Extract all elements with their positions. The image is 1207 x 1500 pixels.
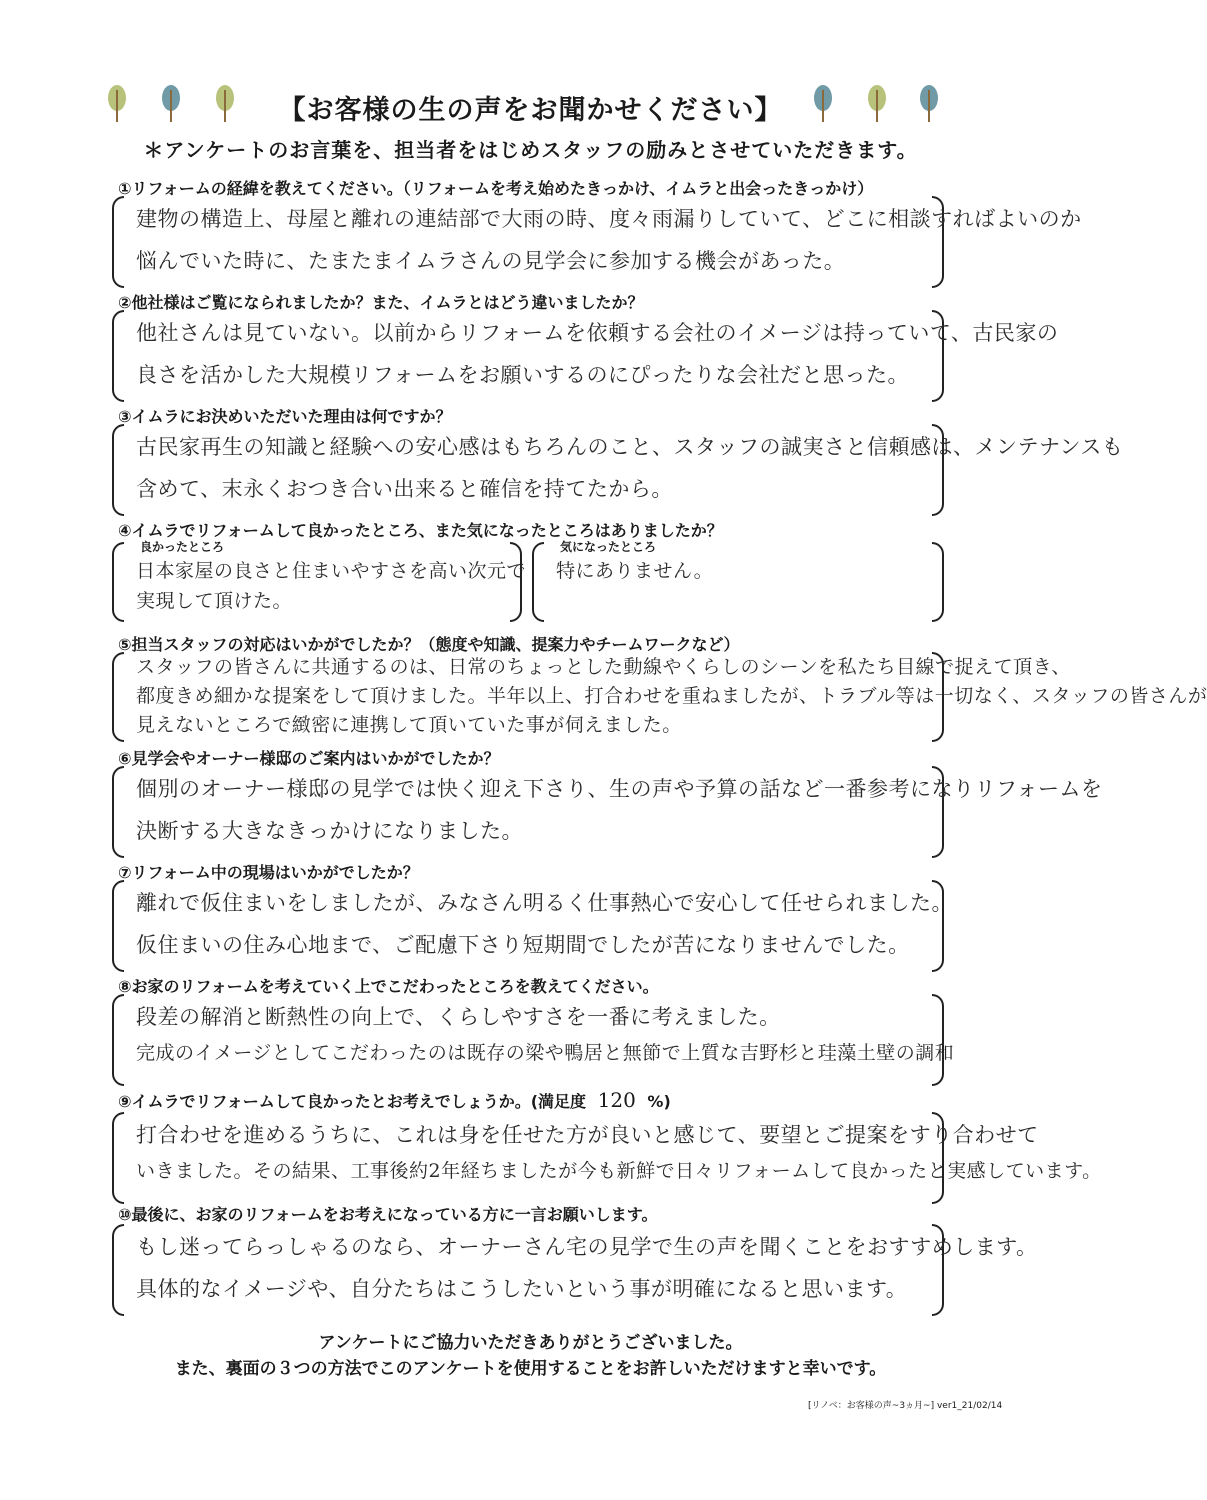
question-3-label: ③イムラにお決めいただいた理由は何ですか？ bbox=[118, 407, 452, 426]
question-6-label: ⑥見学会やオーナー様邸のご案内はいかがでしたか？ bbox=[118, 749, 500, 768]
bracket-left bbox=[112, 424, 124, 516]
concern-points-label: 気になったところ bbox=[560, 540, 657, 554]
tree-icon bbox=[864, 84, 890, 124]
bracket-left bbox=[112, 652, 124, 742]
page-title: 【お客様の生の声をお聞かせください】 bbox=[278, 95, 783, 126]
answer-line: 他社さんは見ていない。以前からリフォームを依頼する会社のイメージは持っていて、古民家の bbox=[136, 321, 1059, 345]
footer-thanks: アンケートにご協力いただきありがとうございました。 bbox=[318, 1333, 743, 1353]
bracket-left bbox=[532, 542, 544, 622]
bracket-left bbox=[112, 1112, 124, 1204]
footer-permission: また、裏面の３つの方法でこのアンケートを使用することをお許しいただけますと幸いです。 bbox=[174, 1359, 887, 1379]
bracket-left bbox=[112, 310, 124, 402]
question-6-answer bbox=[112, 766, 1103, 858]
question-9-label bbox=[118, 1088, 958, 1112]
bracket-left bbox=[112, 196, 124, 288]
answer-line: 都度きめ細かな提案をして頂けました。半年以上、打合わせを重ねましたが、トラブル等は一切なく、スタッフの皆さんが bbox=[136, 685, 1207, 707]
question-7-label: ⑦リフォーム中の現場はいかがでしたか？ bbox=[118, 863, 419, 882]
answer-line: 離れで仮住まいをしましたが、みなさん明るく仕事熱心で安心して任せられました。 bbox=[136, 891, 953, 915]
question-9-text: ⑨イムラでリフォームして良かったとお考えでしょうか。(満足度 bbox=[118, 1092, 587, 1111]
question-10-label: ⑩最後に、お家のリフォームをお考えになっている方に一言お願いします。 bbox=[118, 1205, 658, 1224]
question-8-answer bbox=[112, 994, 955, 1086]
satisfaction-value: 120 bbox=[597, 1088, 636, 1112]
good-points-box bbox=[112, 540, 527, 622]
answer-line: 日本家屋の良さと住まいやすさを高い次元で bbox=[136, 560, 527, 582]
bracket-left bbox=[112, 880, 124, 972]
question-1-label: ①リフォームの経緯を教えてください。（リフォームを考え始めたきっかけ、イムラと出会ったきっかけ） bbox=[118, 179, 874, 198]
subtitle: ＊アンケートのお言葉を、担当者をはじめスタッフの励みとさせていただきます。 bbox=[143, 138, 918, 162]
tree-icon bbox=[810, 84, 836, 124]
bracket-left bbox=[112, 542, 124, 622]
bracket-right bbox=[932, 542, 944, 622]
answer-line: 実現して頂けた。 bbox=[136, 590, 293, 612]
concern-points-box bbox=[532, 542, 944, 622]
answer-line: 特にありません。 bbox=[556, 560, 714, 582]
question-7-answer bbox=[112, 880, 953, 972]
answer-line: 段差の解消と断熱性の向上で、くらしやすさを一番に考えました。 bbox=[136, 1005, 781, 1029]
good-points-label: 良かったところ bbox=[140, 540, 225, 554]
answer-line: 悩んでいた時に、たまたまイムラさんの見学会に参加する機会があった。 bbox=[136, 249, 846, 273]
answer-line: 完成のイメージとしてこだわったのは既存の梁や鴨居と無節で上質な吉野杉と珪藻土壁の調和 bbox=[136, 1042, 955, 1064]
question-5-label: ⑤担当スタッフの対応はいかがでしたか？（態度や知識、提案力やチームワークなど） bbox=[118, 635, 740, 654]
question-8-label: ⑧お家のリフォームを考えていく上でこだわったところを教えてください。 bbox=[118, 977, 659, 996]
question-1-answer bbox=[112, 196, 1082, 288]
bracket-left bbox=[112, 1224, 124, 1316]
question-3-answer bbox=[112, 424, 1124, 516]
bracket-left bbox=[112, 994, 124, 1086]
answer-line: 具体的なイメージや、自分たちはこうしたいという事が明確になると思います。 bbox=[136, 1277, 908, 1301]
version-label: [リノベ：お客様の声~3ヵ月~] ver1_21/02/14 bbox=[808, 1401, 1003, 1411]
answer-line: 個別のオーナー様邸の見学では快く迎え下さり、生の声や予算の話など一番参考になりリフォームを bbox=[136, 777, 1103, 801]
answer-line: 決断する大きなきっかけになりました。 bbox=[136, 819, 523, 843]
bracket-left bbox=[112, 766, 124, 858]
answer-line: いきました。その結果、工事後約2年経ちましたが今も新鮮で日々リフォームして良かったと実感しています。 bbox=[136, 1160, 1102, 1182]
answer-line: 打合わせを進めるうちに、これは身を任せた方が良いと感じて、要望とご提案をすり合わせて bbox=[136, 1123, 1039, 1147]
question-4-label: ④イムラでリフォームして良かったところ、また気になったところはありましたか？ bbox=[118, 521, 723, 540]
satisfaction-unit: %) bbox=[647, 1092, 671, 1111]
answer-line: 仮住まいの住み心地まで、ご配慮下さり短期間でしたが苦になりませんでした。 bbox=[136, 933, 910, 957]
bracket-right bbox=[510, 542, 522, 622]
answer-line: もし迷ってらっしゃるのなら、オーナーさん宅の見学で生の声を聞くことをおすすめします。 bbox=[136, 1235, 1038, 1259]
question-2-label: ②他社様はご覧になられましたか？また、イムラとはどう違いましたか？ bbox=[118, 293, 644, 312]
answer-line: 含めて、末永くおつき合い出来ると確信を持てたから。 bbox=[136, 477, 673, 501]
bracket-right bbox=[932, 994, 944, 1086]
question-9-answer bbox=[112, 1112, 1102, 1204]
question-2-answer bbox=[112, 310, 1059, 402]
answer-line: スタッフの皆さんに共通するのは、日常のちょっとした動線やくらしのシーンを私たち目線で捉えて頂き、 bbox=[136, 656, 1071, 678]
question-10-answer bbox=[112, 1224, 1038, 1316]
answer-line: 見えないところで緻密に連携して頂いていた事が伺えました。 bbox=[136, 714, 682, 736]
answer-line: 古民家再生の知識と経験への安心感はもちろんのこと、スタッフの誠実さと信頼感は、メンテナンスも bbox=[136, 435, 1124, 459]
tree-icon bbox=[916, 84, 942, 124]
answer-line: 建物の構造上、母屋と離れの連結部で大雨の時、度々雨漏りしていて、どこに相談すればよいのか bbox=[136, 207, 1082, 231]
question-5-answer bbox=[112, 652, 1207, 742]
answer-line: 良さを活かした大規模リフォームをお願いするのにぴったりな会社だと思った。 bbox=[136, 363, 909, 387]
header bbox=[0, 82, 1061, 130]
